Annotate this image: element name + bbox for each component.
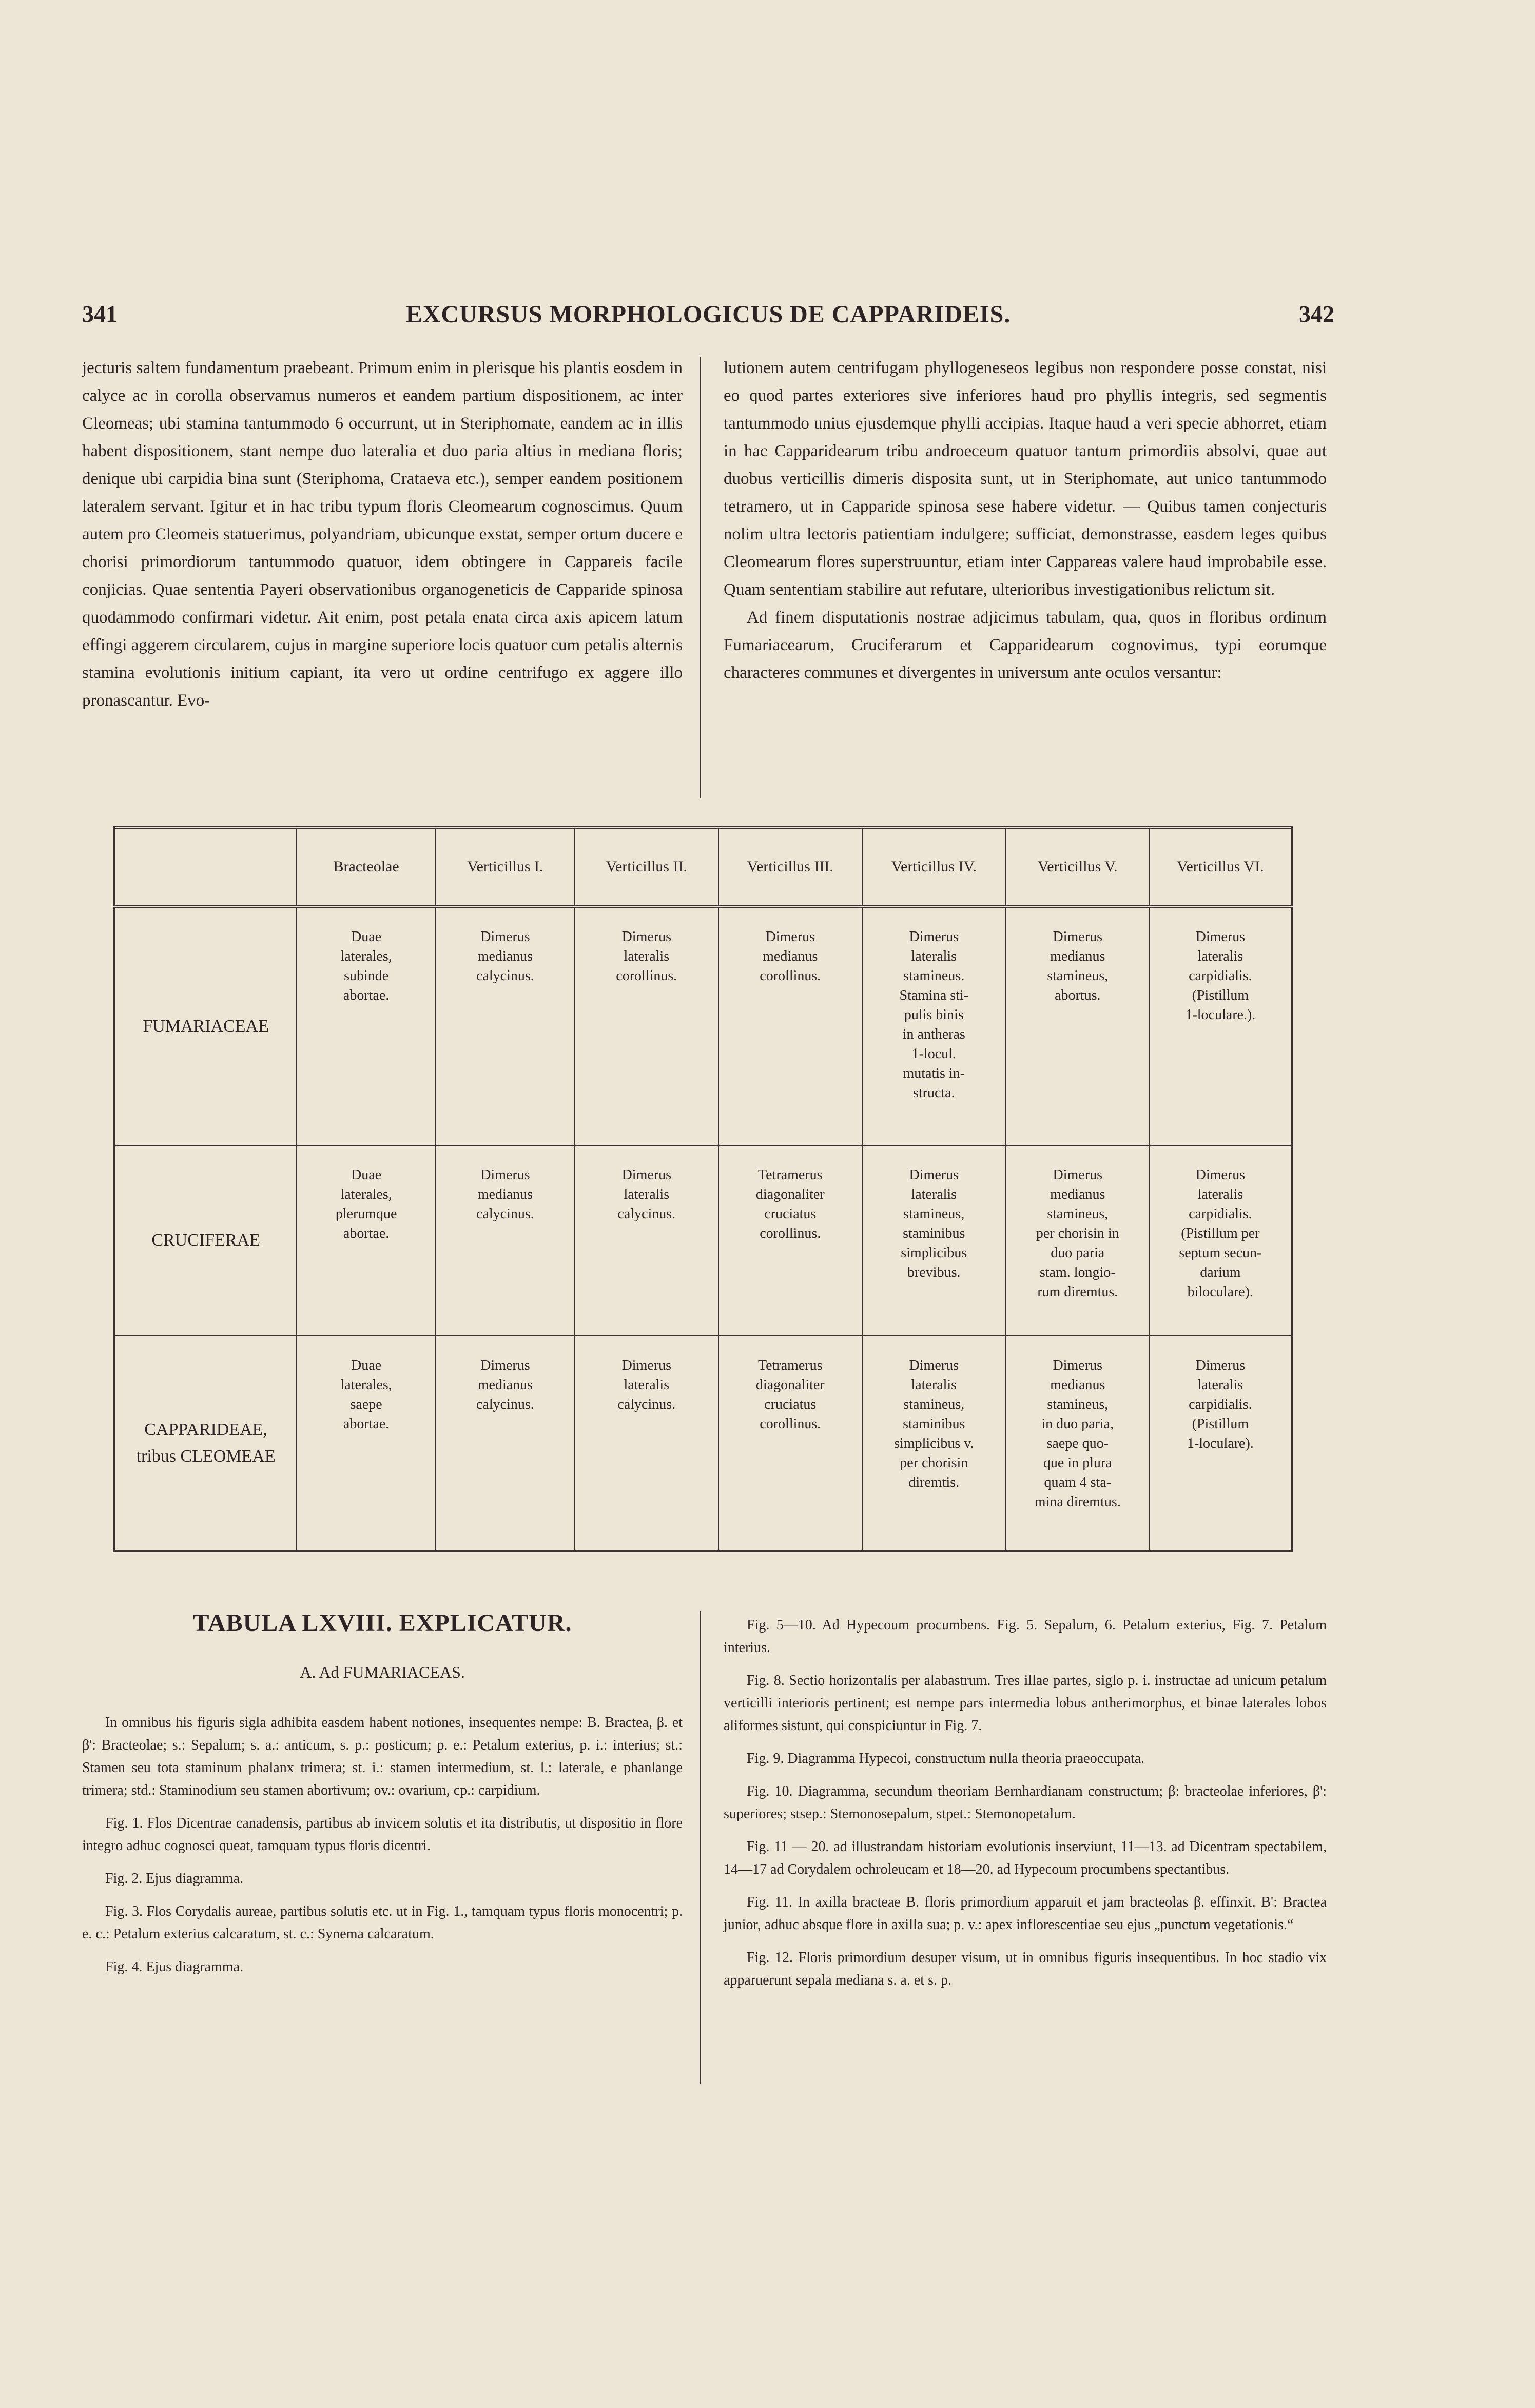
cell-line: Dimerus	[480, 1357, 530, 1374]
explicatio-left	[82, 1712, 683, 1989]
table-cell	[1006, 1145, 1150, 1336]
column-header: Verticillus VI.	[1150, 828, 1292, 907]
cell-line: calycinus.	[476, 967, 534, 984]
cell-line: Dimerus	[1195, 1357, 1246, 1374]
cell-line: Dimerus	[1053, 1167, 1102, 1183]
cell-line: carpidialis.	[1189, 1206, 1252, 1222]
cell-line: medianus	[477, 1186, 533, 1202]
paragraph: lutionem autem centrifugam phyllogeneseos legibus non respondere posse constat, nisi eo quod partes exteriores sive inferiores haud pro phyllis integris, sed segmentis tantummodo unius ejusdemque phylli accipias. Itaque haud a veri specie abhorret, etiam in hac Capparidearum tribu androeceum quatuor tantum primordiis absolvi, quae aut duobus verticillis dimeris disposita sunt, ut in Steriphomate, aut unico tantummodo tetramero, ut in Capparide spinosa sese habere videtur. — Quibus tamen conjecturis nolim ultra lectoris patientiam indulgere; sufficiat, demonstrasse, easdem leges quibus Cleomearum flores superstruuntur, etiam inter Cappareas valere haud improbabile esse. Quam sententiam stabilire aut refutare, ulterioribus investigationibus relictum sit.	[724, 359, 1327, 599]
cell-line: septum secun-	[1179, 1245, 1262, 1261]
table-cell	[575, 1336, 718, 1551]
right-text-column	[724, 354, 1327, 687]
cell-line: corollinus.	[760, 1225, 821, 1241]
cell-line: staminibus	[903, 1416, 965, 1432]
family-name	[114, 1336, 297, 1551]
cell-line: rum diremtus.	[1037, 1284, 1118, 1300]
cell-line: diremtis.	[908, 1474, 960, 1491]
running-header	[82, 300, 1334, 341]
cell-line: Duae	[351, 928, 382, 945]
cell-line: Dimerus	[1053, 928, 1102, 945]
cell-line: lateralis	[911, 1186, 957, 1202]
table-cell	[1150, 1336, 1292, 1551]
column-header: Verticillus I.	[436, 828, 575, 907]
table-cell	[297, 1336, 436, 1551]
cell-line: in duo paria,	[1041, 1416, 1114, 1432]
section-subheading: A. Ad FUMARIACEAS.	[300, 1663, 465, 1681]
cell-line: laterales,	[340, 1186, 392, 1202]
cell-line: diagonaliter	[755, 1377, 825, 1393]
cell-line: mutatis in-	[903, 1065, 965, 1081]
page-number-right: 342	[1299, 301, 1334, 327]
cell-line: stam. longio-	[1039, 1264, 1116, 1280]
paragraph: jecturis saltem fundamentum praebeant. Primum enim in plerisque his plantis eosdem in calyce ac in corolla observamus numeros et eandem partium dispositionem, ac inter Cleomeas; ubi stamina tantummodo 6 occurrunt, ut in Steriphomate, eandem ac in illis habent dispositionem, stant nempe duo lateralia et duo paria altius in mediana floris; denique ubi carpidia bina sunt (Steriphoma, Crataeva etc.), semper eandem positionem lateralem servant. Igitur et in hac tribu typum floris Cleomearum cognoscimus. Quum autem pro Cleomeis statuerimus, polyandriam, ubicunque exstat, semper ortum ducere e chorisi primordiorum tantummodo quatuor, idem obtingere in Cappareis facile conjicias. Quae sententia Payeri observationibus organogeneticis de Capparide spinosa quodammodo confirmari videtur. Ait enim, post petala enata circa axis apicem latum effingi aggerem circularem, cujus in margine superiore locis quatuor cum petalis alternis stamina evolutionis initium capiant, ita vero ut ordine centrifugo ex aggere illo pronascantur. Evo-	[82, 359, 683, 710]
cell-line: Dimerus	[1195, 1167, 1246, 1183]
cell-line: duo paria	[1051, 1245, 1105, 1261]
cell-line: Dimerus	[1195, 928, 1246, 945]
family-name-line: tribus CLEOMEAE	[136, 1447, 276, 1466]
cell-line: stamineus,	[903, 1206, 965, 1222]
table-cell	[1006, 1336, 1150, 1551]
explicatio-paragraph: Fig. 2. Ejus diagramma.	[105, 1871, 244, 1887]
cell-line: laterales,	[340, 1377, 392, 1393]
cell-line: biloculare).	[1187, 1284, 1254, 1300]
cell-line: lateralis	[624, 948, 670, 964]
cell-line: corollinus.	[760, 1416, 821, 1432]
cell-line: calycinus.	[476, 1396, 534, 1413]
cell-line: saepe	[350, 1396, 382, 1413]
cell-line: (Pistillum	[1192, 1416, 1249, 1432]
plate-title: TABULA LXVIII. EXPLICATUR.	[192, 1609, 572, 1637]
table-cell	[718, 906, 862, 1145]
morphology-table	[113, 826, 1293, 1552]
cell-line: Duae	[351, 1357, 382, 1374]
cell-line: structa.	[912, 1084, 955, 1101]
cell-line: Dimerus	[621, 1357, 672, 1374]
cell-line: Dimerus	[765, 928, 815, 945]
cell-line: lateralis	[1197, 1186, 1243, 1202]
cell-line: stamineus.	[903, 967, 965, 984]
cell-line: corollinus.	[616, 967, 677, 984]
cell-line: subinde	[344, 967, 389, 984]
table-row	[114, 906, 1292, 1145]
cell-line: abortae.	[343, 1416, 390, 1432]
cell-line: in antheras	[902, 1026, 965, 1042]
explicatio-paragraph: Fig. 11 — 20. ad illustrandam historiam evolutionis inserviunt, 11—13. ad Dicentram spectabilem, 14—17 ad Corydalem ochroleucam et 18—20. ad Hypecoum procumbens spectantibus.	[724, 1839, 1327, 1877]
cell-line: lateralis	[624, 1377, 670, 1393]
cell-line: cruciatus	[764, 1396, 817, 1413]
cell-line: medianus	[1050, 1377, 1105, 1393]
running-title: EXCURSUS MORPHOLOGICUS DE CAPPARIDEIS.	[405, 301, 1011, 328]
cell-line: staminibus	[903, 1225, 965, 1241]
cell-line: que in plura	[1043, 1455, 1112, 1471]
column-header: Verticillus III.	[718, 828, 862, 907]
explicatio-paragraph: Fig. 10. Diagramma, secundum theoriam Bernhardianam constructum; β: bracteolae inferiores, β': superiores; stsep.: Stemonosepalum, stpet.: Stemonopetalum.	[724, 1783, 1327, 1822]
explicatio-paragraph: Fig. 5—10. Ad Hypecoum procumbens. Fig. 5. Sepalum, 6. Petalum exterius, Fig. 7. Petalum interius.	[724, 1617, 1327, 1656]
explicatio-paragraph: Fig. 12. Floris primordium desuper visum, ut in omnibus figuris insequentibus. In hoc stadio vix apparuerunt sepala mediana s. a. et s. p.	[724, 1950, 1327, 1988]
explicatio-paragraph: Fig. 3. Flos Corydalis aureae, partibus solutis etc. ut in Fig. 1., tamquam typus floris monocentri; p. e. c.: Petalum exterius calcaratum, st. c.: Synema calcaratum.	[82, 1904, 683, 1942]
page-number-left: 341	[82, 301, 118, 327]
cell-line: lateralis	[1197, 948, 1243, 964]
cell-line: lateralis	[1197, 1377, 1243, 1393]
cell-line: lateralis	[911, 1377, 957, 1393]
family-name-line: CRUCIFERAE	[151, 1231, 260, 1250]
cell-line: laterales,	[340, 948, 392, 964]
explicatio-right	[724, 1614, 1327, 2002]
cell-line: calycinus.	[476, 1206, 534, 1222]
cell-line: calycinus.	[617, 1206, 676, 1222]
cell-line: cruciatus	[764, 1206, 817, 1222]
cell-line: Dimerus	[1053, 1357, 1102, 1374]
cell-line: carpidialis.	[1189, 967, 1252, 984]
family-name	[114, 1145, 297, 1336]
column-header: Verticillus IV.	[862, 828, 1006, 907]
cell-line: Dimerus	[909, 928, 959, 945]
cell-line: medianus	[763, 948, 818, 964]
table-cell	[575, 1145, 718, 1336]
cell-line: diagonaliter	[755, 1186, 825, 1202]
cell-line: medianus	[477, 1377, 533, 1393]
table-cell	[436, 1336, 575, 1551]
explicatio-paragraph: Fig. 1. Flos Dicentrae canadensis, partibus ab invicem solutis et ita distributis, ut dispositio in flore integro adhuc cognosci queat, tamquam typus floris dicentri.	[82, 1815, 683, 1854]
cell-line: medianus	[1050, 948, 1105, 964]
cell-line: Dimerus	[480, 928, 530, 945]
cell-line: simplicibus	[901, 1245, 967, 1261]
cell-line: lateralis	[624, 1186, 670, 1202]
paragraph: Ad finem disputationis nostrae adjicimus tabulam, qua, quos in floribus ordinum Fumariacearum, Cruciferarum et Capparidearum cognovimus, typi eorumque characteres communes et divergentes in universum ante oculos versantur:	[724, 608, 1327, 682]
cell-line: stamineus,	[1047, 1396, 1109, 1413]
column-header: Verticillus II.	[575, 828, 718, 907]
family-name	[114, 906, 297, 1145]
table-cell	[1150, 906, 1292, 1145]
cell-line: saepe quo-	[1046, 1435, 1109, 1452]
cell-line: (Pistillum per	[1181, 1225, 1260, 1241]
explicatio-paragraph: In omnibus his figuris sigla adhibita easdem habent notiones, insequentes nempe: B. Bractea, β. et β': Bracteolae; s.: Sepalum; s. a.: anticum, s. p.: posticum; p. e.: Petalum exterius, p. i.: interius; st.: Stamen seu tota staminum phalanx trimera; st. i.: stamen intermedium, st. l.: laterale, e phanlange trimera; std.: Staminodium seu stamen abortivum; ov.: ovarium, cp.: carpidium.	[82, 1715, 683, 1798]
cell-line: Tetramerus	[758, 1167, 823, 1183]
cell-line: carpidialis.	[1189, 1396, 1252, 1413]
table-cell	[436, 906, 575, 1145]
cell-line: Dimerus	[621, 928, 672, 945]
cell-line: Dimerus	[909, 1357, 959, 1374]
explicatio-paragraph: Fig. 11. In axilla bracteae B. floris primordium apparuit et jam bracteolas β. effinxit. B': Bractea junior, adhuc absque flore in axilla sua; p. v.: apex inflorescentiae seu ejus „punctum vegetationis.“	[724, 1894, 1327, 1933]
cell-line: abortae.	[343, 987, 390, 1003]
cell-line: 1-loculare.).	[1185, 1006, 1256, 1023]
cell-line: abortae.	[343, 1225, 390, 1241]
table-cell	[862, 906, 1006, 1145]
table-cell	[1150, 1145, 1292, 1336]
cell-line: corollinus.	[760, 967, 821, 984]
column-divider	[700, 1611, 701, 2084]
family-name-line: CAPPARIDEAE,	[144, 1420, 267, 1440]
cell-line: abortus.	[1055, 987, 1101, 1003]
explicatio-paragraph: Fig. 8. Sectio horizontalis per alabastrum. Tres illae partes, siglo p. i. instructae ad unicum petalum verticilli interioris pertinent; est nempe pars intermedia lobus antherimorphus, et binae laterales lobos aliformes sistunt, qui conspiciuntur in Fig. 7.	[724, 1673, 1327, 1734]
cell-line: Dimerus	[621, 1167, 672, 1183]
cell-line: Stamina sti-	[899, 987, 969, 1003]
table-header-row	[114, 828, 1292, 907]
cell-line: simplicibus v.	[894, 1435, 974, 1452]
left-text-column	[82, 354, 683, 714]
comparison-table	[113, 826, 1293, 1552]
cell-line: stamineus,	[1047, 1206, 1109, 1222]
cell-line: medianus	[477, 948, 533, 964]
cell-line: Dimerus	[909, 1167, 959, 1183]
cell-line: per chorisin	[900, 1455, 968, 1471]
explicatio-paragraph: Fig. 9. Diagramma Hypecoi, constructum nulla theoria praeoccupata.	[747, 1751, 1145, 1766]
cell-line: lateralis	[911, 948, 957, 964]
table-cell	[718, 1145, 862, 1336]
cell-line: Duae	[351, 1167, 382, 1183]
cell-line: darium	[1200, 1264, 1241, 1280]
cell-line: mina diremtus.	[1034, 1494, 1121, 1510]
cell-line: 1-locul.	[911, 1045, 956, 1062]
header-corner	[114, 828, 297, 907]
cell-line: (Pistillum	[1192, 987, 1249, 1003]
cell-line: Tetramerus	[758, 1357, 823, 1374]
table-row	[114, 1145, 1292, 1336]
cell-line: per chorisin in	[1036, 1225, 1119, 1241]
column-header: Verticillus V.	[1006, 828, 1150, 907]
table-cell	[297, 906, 436, 1145]
cell-line: medianus	[1050, 1186, 1105, 1202]
family-name-line: FUMARIACEAE	[143, 1016, 269, 1036]
cell-line: Dimerus	[480, 1167, 530, 1183]
table-cell	[1006, 906, 1150, 1145]
table-cell	[862, 1336, 1006, 1551]
table-cell	[718, 1336, 862, 1551]
column-divider	[700, 357, 701, 798]
cell-line: quam 4 sta-	[1044, 1474, 1112, 1491]
table-cell	[575, 906, 718, 1145]
table-cell	[862, 1145, 1006, 1336]
cell-line: 1-loculare).	[1187, 1435, 1254, 1452]
cell-line: calycinus.	[617, 1396, 676, 1413]
cell-line: brevibus.	[907, 1264, 961, 1280]
column-header: Bracteolae	[297, 828, 436, 907]
cell-line: stamineus,	[903, 1396, 965, 1413]
explicatio-paragraph: Fig. 4. Ejus diagramma.	[105, 1959, 244, 1975]
cell-line: pulis binis	[904, 1006, 964, 1023]
table-row	[114, 1336, 1292, 1551]
table-cell	[436, 1145, 575, 1336]
cell-line: stamineus,	[1047, 967, 1109, 984]
cell-line: plerumque	[335, 1206, 397, 1222]
table-cell	[297, 1145, 436, 1336]
